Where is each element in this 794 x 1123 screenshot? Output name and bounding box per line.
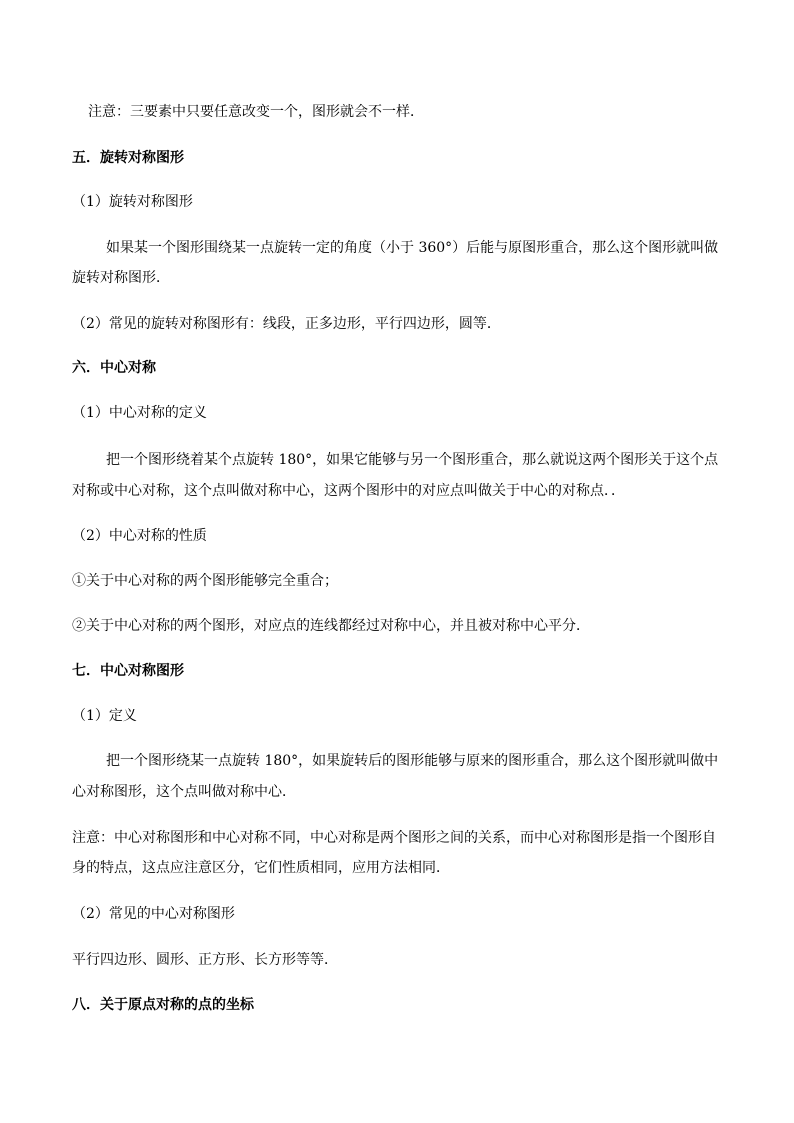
paragraph-figure-def-2: 心对称图形，这个点叫做对称中心． (72, 784, 296, 800)
paragraph-central-def-1: 把一个图形绕着某个点旋转 180°，如果它能够与另一个图形重合，那么就说这两个图形关于这个点 (106, 452, 719, 468)
property-2: ②关于中心对称的两个图形，对应点的连线都经过对称中心，并且被对称中心平分． (72, 618, 590, 634)
note-three-elements: 注意：三要素中只要任意改变一个，图形就会不一样． (88, 104, 424, 120)
section-heading-rotational-symmetry: 五．旋转对称图形 (72, 150, 184, 166)
subheading-definition: （1）定义 (72, 708, 137, 724)
paragraph-rotational-def-2: 旋转对称图形． (72, 270, 170, 286)
section-heading-central-symmetric-figure: 七．中心对称图形 (72, 663, 184, 679)
common-central-figures-list: 平行四边形、圆形、正方形、长方形等等． (72, 952, 338, 968)
subheading-central-symmetry-def: （1）中心对称的定义 (72, 405, 207, 421)
section-heading-origin-symmetry: 八．关于原点对称的点的坐标 (72, 997, 254, 1013)
subheading-rotational-symmetry: （1）旋转对称图形 (72, 194, 193, 210)
paragraph-rotational-def-1: 如果某一个图形围绕某一点旋转一定的角度（小于 360°）后能与原图形重合，那么这个图形就叫做 (106, 240, 719, 256)
subheading-central-properties: （2）中心对称的性质 (72, 528, 207, 544)
section-heading-central-symmetry: 六．中心对称 (72, 360, 156, 376)
note-difference-2: 身的特点，这点应注意区分，它们性质相同，应用方法相同． (72, 860, 450, 876)
property-1: ①关于中心对称的两个图形能够完全重合； (72, 573, 338, 589)
paragraph-figure-def-1: 把一个图形绕某一点旋转 180°，如果旋转后的图形能够与原来的图形重合，那么这个图形就叫做中 (106, 753, 719, 769)
paragraph-central-def-2: 对称或中心对称，这个点叫做对称中心，这两个图形中的对应点叫做关于中心的对称点．． (72, 483, 625, 499)
subheading-common-central-figures: （2）常见的中心对称图形 (72, 906, 235, 922)
note-difference-1: 注意：中心对称图形和中心对称不同，中心对称是两个图形之间的关系，而中心对称图形是指一个图形自 (72, 830, 716, 846)
common-rotational-figures: （2）常见的旋转对称图形有：线段，正多边形，平行四边形，圆等． (72, 316, 501, 332)
